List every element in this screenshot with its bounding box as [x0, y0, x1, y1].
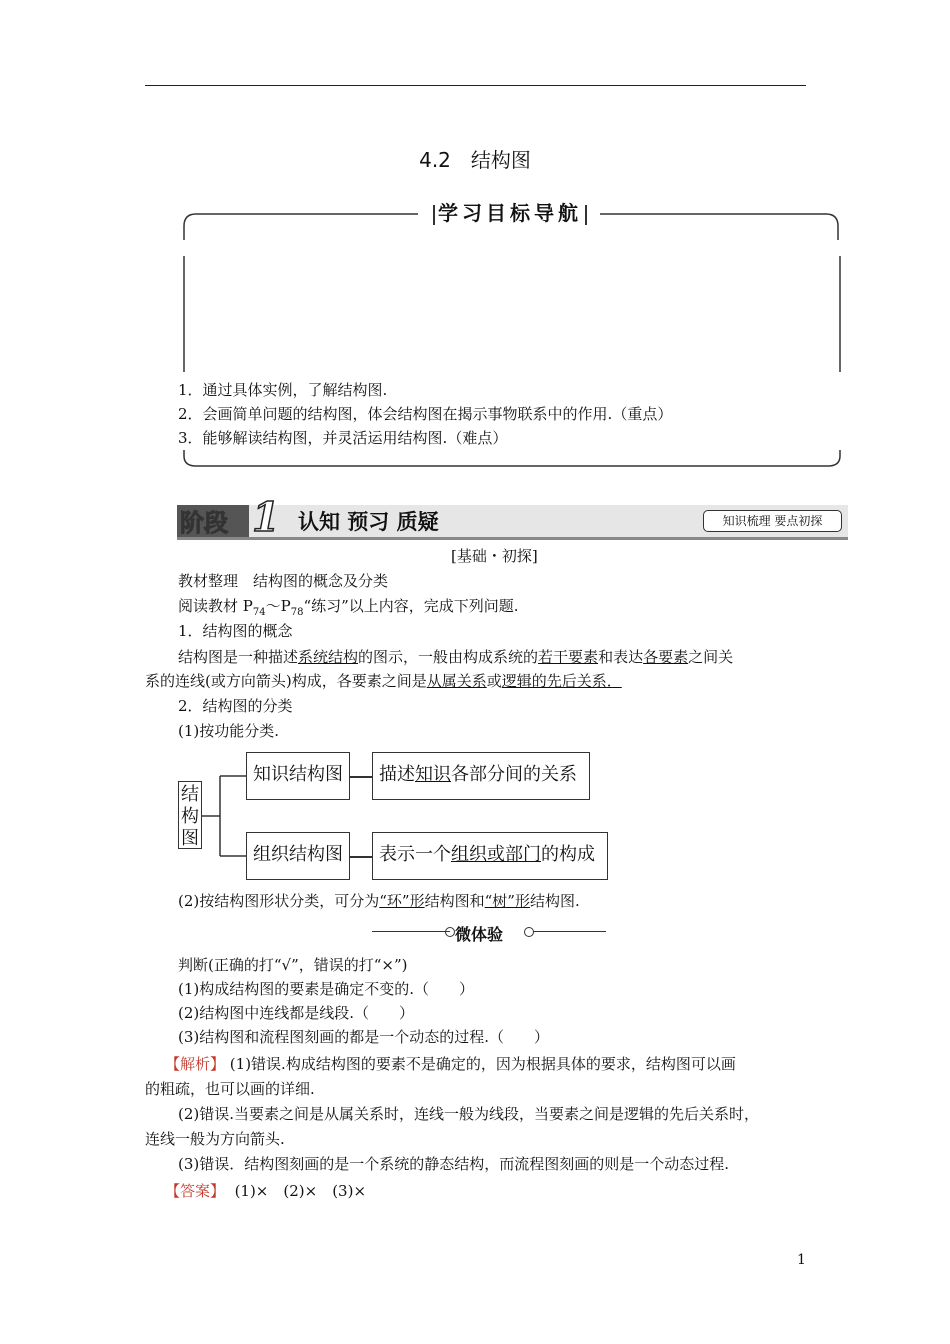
practice-question: (1)构成结构图的要素是确定不变的.（ ） [178, 980, 475, 998]
stage-tag: 知识梳理 要点初探 [703, 510, 842, 532]
classification-label: (1)按功能分类. [178, 722, 280, 740]
practice-prompt: 判断(正确的打“√”，错误的打“×”) [178, 956, 408, 974]
reading-instruction: 阅读教材 $P_{74}\sim P_{78}“$练习”以上内容，完成下列问题. [178, 597, 519, 618]
stage-word: 阶段 [180, 509, 228, 537]
analysis-line: (2)错误.当要素之间是从属关系时，连线一般为线段，当要素之间是逻辑的先后关系时， [178, 1105, 760, 1123]
diagram-root: 结构图 [178, 781, 202, 849]
diagram-link [350, 776, 372, 778]
analysis-line: 的粗疏，也可以画的详细. [145, 1080, 315, 1098]
goal-item: 1．通过具体实例，了解结构图. [178, 381, 388, 399]
definition-line: 结构图是一种描述系统结构的图示，一般由构成系统的若干要素和表达各要素之间关 [178, 648, 734, 666]
stage-number: 1 [252, 494, 280, 541]
answer-line: 【答案】 (1)× (2)× (3)× [165, 1182, 367, 1200]
diagram-org-desc: 表示一个组织或部门的构成 [372, 832, 608, 880]
analysis-line: (3)错误．结构图刻画的是一个系统的静态结构，而流程图刻画的则是一个动态过程. [178, 1155, 730, 1173]
diagram-org-node: 组织结构图 [246, 832, 350, 880]
analysis-line: 连线一般为方向箭头. [145, 1130, 285, 1148]
header-rule [145, 85, 806, 86]
practice-question: (2)结构图中连线都是线段.（ ） [178, 1004, 415, 1022]
goal-item: 3．能够解读结构图，并灵活运用结构图.（难点） [178, 429, 508, 447]
section-tag: [基础・初探] [451, 547, 538, 565]
stage-title: 认知 预习 质疑 [298, 510, 439, 534]
analysis-line: 【解析】 (1)错误.构成结构图的要素不是确定的，因为根据具体的要求，结构图可以画 [165, 1055, 736, 1073]
definition-line: 系的连线(或方向箭头)构成，各要素之间是从属关系或逻辑的先后关系． [145, 672, 622, 690]
diagram-knowledge-desc: 描述知识各部分间的关系 [372, 752, 590, 800]
page-number: 1 [797, 1252, 806, 1268]
practice-header: 微体验 [455, 925, 504, 944]
circle-icon [445, 927, 455, 937]
diagram-connectors [200, 770, 250, 860]
analysis-label: 【解析】 [165, 1055, 226, 1073]
diagram-link [350, 856, 372, 858]
subheading: 2．结构图的分类 [178, 697, 293, 715]
subheading: 1．结构图的概念 [178, 622, 293, 640]
goals-header: 学习目标导航 [420, 197, 600, 227]
circle-icon [524, 927, 534, 937]
diagram-knowledge-node: 知识结构图 [246, 752, 350, 800]
practice-rule-left [372, 931, 450, 932]
page-title: 4.2 结构图 [419, 148, 531, 172]
answer-label: 【答案】 [165, 1182, 226, 1200]
practice-question: (3)结构图和流程图刻画的都是一个动态的过程.（ ） [178, 1028, 550, 1046]
practice-rule-right [533, 931, 606, 932]
section-topic: 教材整理 结构图的概念及分类 [178, 572, 389, 590]
shape-classification: (2)按结构图形状分类，可分为“环”形结构图和“树”形结构图. [178, 892, 580, 910]
goal-item: 2．会画简单问题的结构图，体会结构图在揭示事物联系中的作用.（重点） [178, 405, 673, 423]
